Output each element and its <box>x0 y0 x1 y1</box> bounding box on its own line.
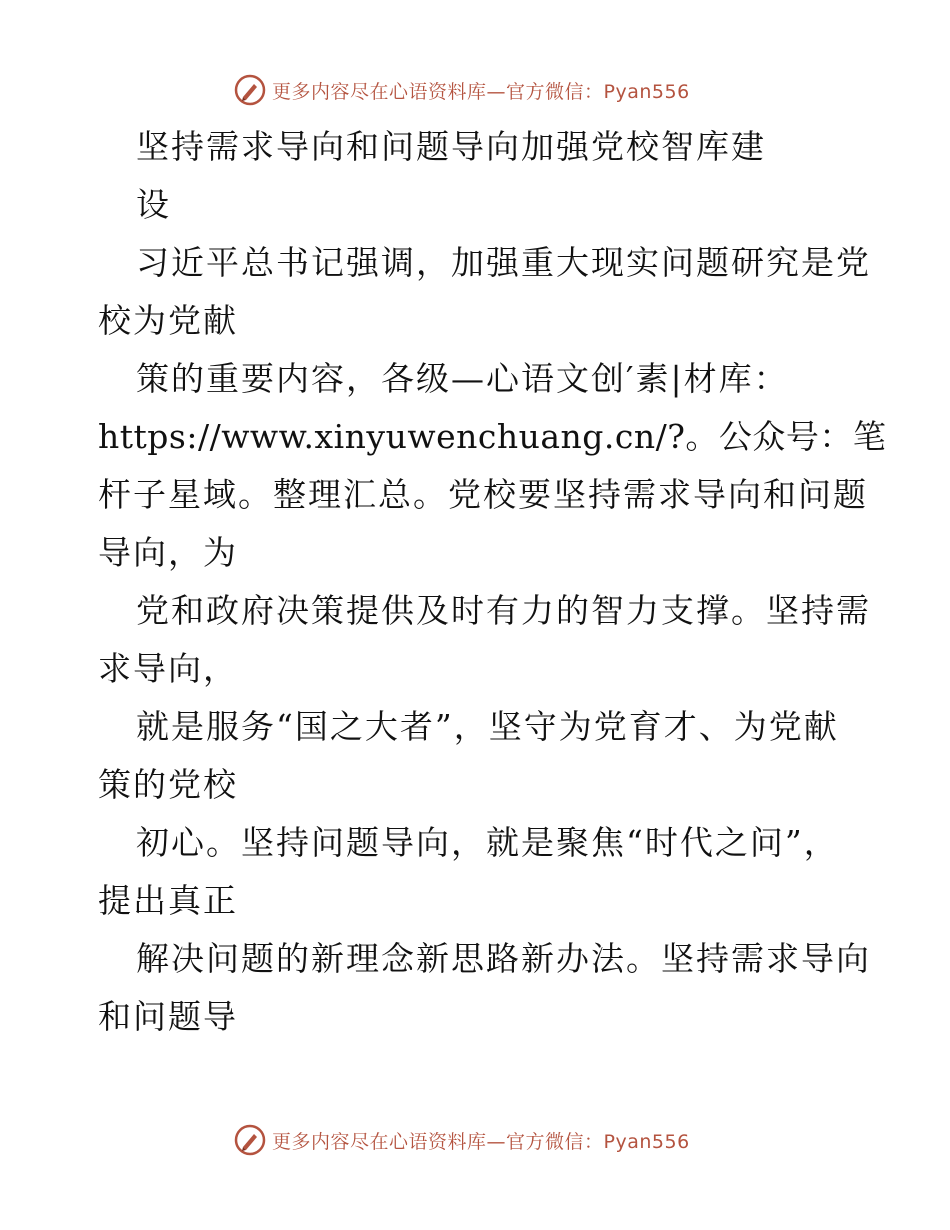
paragraph-line-url: https://www.xinyuwenchuang.cn/?。公众号：笔 <box>98 417 887 456</box>
pen-logo-icon <box>234 74 266 106</box>
header-banner <box>234 72 690 108</box>
paragraph-line: 党和政府决策提供及时有力的智力支撑。坚持需 <box>136 591 871 630</box>
pen-logo-icon <box>234 1124 266 1156</box>
title-line-2: 设 <box>136 185 171 224</box>
paragraph-line: 初心。坚持问题导向，就是聚焦“时代之问”， <box>136 823 839 862</box>
paragraph-line: 习近平总书记强调，加强重大现实问题研究是党 <box>136 243 871 282</box>
paragraph-line: 杆子星域。整理汇总。党校要坚持需求导向和问题 <box>98 475 868 514</box>
banner-text: 更多内容尽在心语资料库—官方微信：Pyan556 <box>272 1130 690 1153</box>
banner-text: 更多内容尽在心语资料库—官方微信：Pyan556 <box>272 80 690 103</box>
paragraph-line: 提出真正 <box>98 881 238 920</box>
paragraph-line: 解决问题的新理念新思路新办法。坚持需求导向 <box>136 939 871 978</box>
paragraph-line: 和问题导 <box>98 997 238 1036</box>
title-line-1: 坚持需求导向和问题导向加强党校智库建 <box>136 127 766 166</box>
paragraph-line: 策的党校 <box>98 765 238 804</box>
footer-banner <box>234 1122 690 1158</box>
paragraph-line: 导向，为 <box>98 533 238 572</box>
document-body <box>98 118 887 1046</box>
paragraph-line: 校为党献 <box>98 301 238 340</box>
paragraph-line: 求导向， <box>98 649 238 688</box>
paragraph-line: 就是服务“国之大者”，坚守为党育才、为党献 <box>136 707 839 746</box>
paragraph-line: 策的重要内容，各级—心语文创′素|材库： <box>136 359 789 398</box>
